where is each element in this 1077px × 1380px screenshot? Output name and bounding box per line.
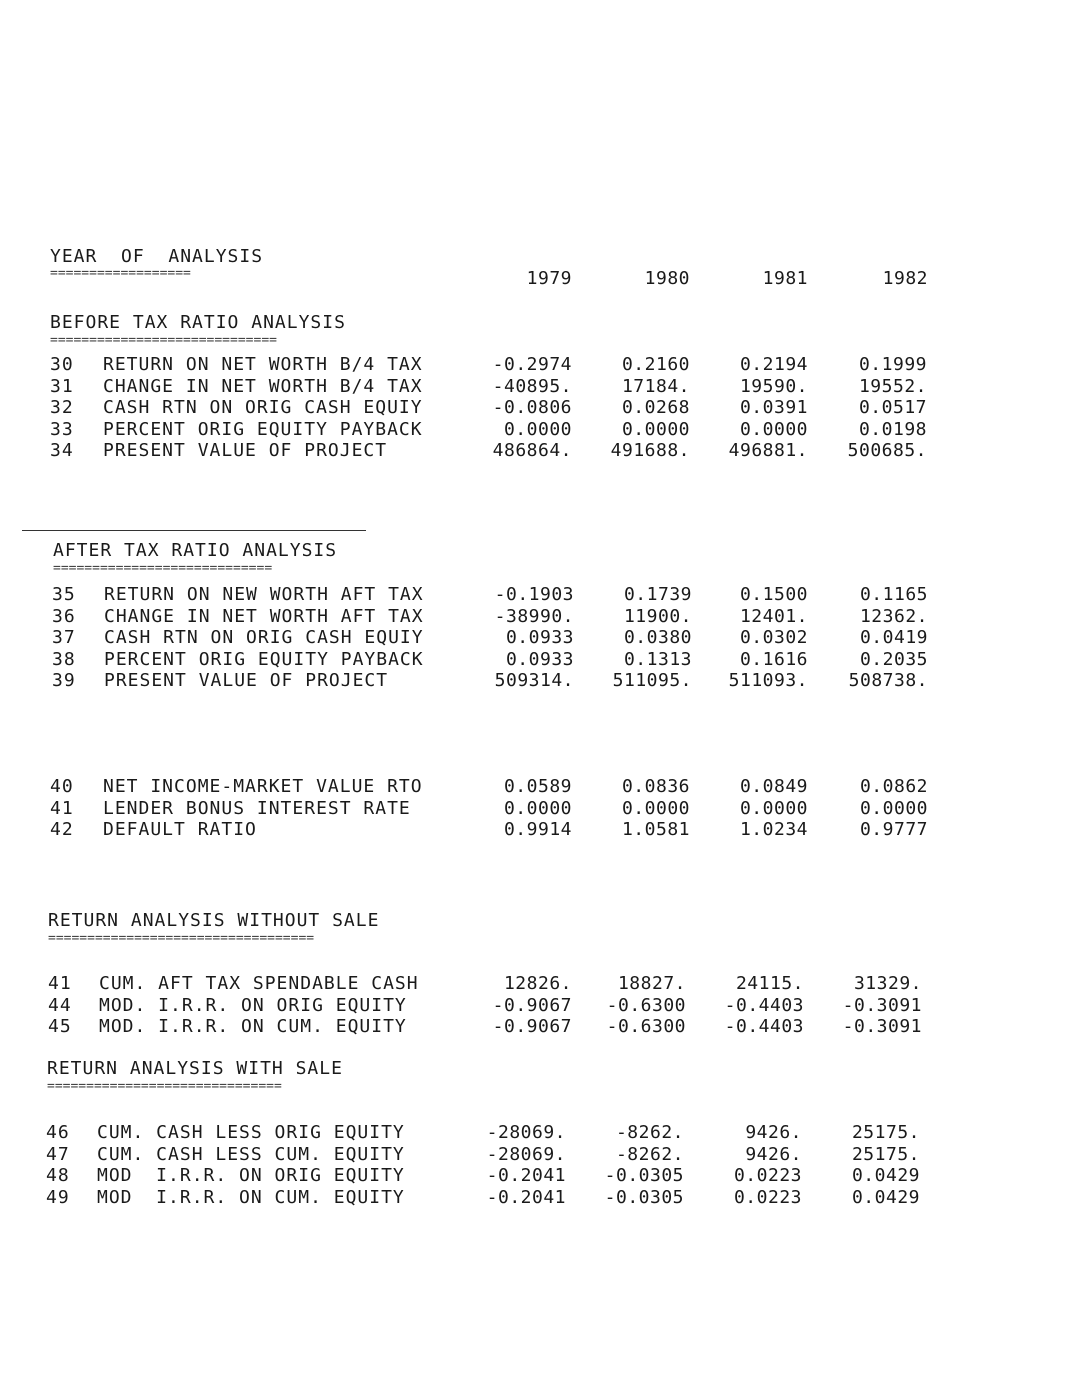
without-sale-heading: RETURN ANALYSIS WITHOUT SALE [48, 910, 380, 931]
value-cell-1982: 31329. [853, 973, 922, 994]
value-cell-1982: 0.0198 [858, 418, 927, 440]
value-cell-1979: 0.0933 [505, 627, 574, 648]
value-cell-1982: 0.1999 [858, 354, 927, 375]
value-cell-1981: 9426. [745, 1122, 802, 1143]
value-cell-1982: 19552. [858, 375, 927, 397]
value-cell-1979: -0.2041 [486, 1165, 566, 1186]
value-cell-1979: -0.0806 [492, 397, 572, 418]
row-label: PERCENT ORIG EQUITY PAYBACK [104, 648, 424, 670]
row-number: 30 [50, 354, 74, 375]
value-cell-1980: -0.6300 [606, 994, 686, 1016]
value-cell-1979: -0.2041 [486, 1186, 566, 1208]
value-cell-1981: 511093. [728, 670, 808, 691]
value-cell-1979: 486864. [492, 440, 572, 461]
value-cell-1982: 25175. [851, 1143, 920, 1165]
value-cell-1981: 0.0223 [733, 1186, 802, 1208]
section-rule [22, 530, 366, 531]
value-cell-1981: -0.4403 [724, 994, 804, 1016]
year-1981: 1981 [762, 268, 808, 289]
row-number: 36 [52, 605, 76, 627]
row-label: CHANGE IN NET WORTH B/4 TAX [103, 375, 423, 397]
value-cell-1979: 509314. [494, 670, 574, 691]
value-cell-1982: 500685. [847, 440, 927, 461]
value-cell-1981: 19590. [739, 375, 808, 397]
value-cell-1981: 0.1500 [739, 584, 808, 605]
row-number: 47 [46, 1143, 70, 1165]
row-label: CASH RTN ON ORIG CASH EQUIY [103, 397, 423, 418]
row-number: 48 [46, 1165, 70, 1186]
row-number: 37 [52, 627, 76, 648]
row-number: 45 [48, 1016, 72, 1037]
row-number: 35 [52, 584, 76, 605]
row-label: CASH RTN ON ORIG CASH EQUIY [104, 627, 424, 648]
value-cell-1981: 0.0000 [739, 418, 808, 440]
value-cell-1979: 0.0000 [503, 418, 572, 440]
value-cell-1982: 0.2035 [859, 648, 928, 670]
with-sale-heading: RETURN ANALYSIS WITH SALE [47, 1058, 343, 1079]
value-cell-1981: 0.0391 [739, 397, 808, 418]
row-number: 41 [50, 797, 74, 819]
value-cell-1980: -0.0305 [604, 1165, 684, 1186]
row-number: 49 [46, 1186, 70, 1208]
row-number: 46 [46, 1122, 70, 1143]
row-number: 34 [50, 440, 74, 461]
value-cell-1980: 0.1313 [623, 648, 692, 670]
row-number: 33 [50, 418, 74, 440]
year-1979: 1979 [526, 268, 572, 289]
value-cell-1980: -0.6300 [606, 1016, 686, 1037]
row-number: 32 [50, 397, 74, 418]
value-cell-1980: 0.2160 [621, 354, 690, 375]
value-cell-1981: 496881. [728, 440, 808, 461]
value-cell-1979: 12826. [503, 973, 572, 994]
year-1980: 1980 [644, 268, 690, 289]
value-cell-1981: 9426. [745, 1143, 802, 1165]
value-cell-1982: 0.0862 [859, 776, 928, 797]
after-tax-heading: AFTER TAX RATIO ANALYSIS [53, 540, 338, 561]
row-label: MOD. I.R.R. ON CUM. EQUITY [99, 1016, 407, 1037]
before-tax-heading: BEFORE TAX RATIO ANALYSIS [50, 312, 346, 333]
value-cell-1982: 0.0000 [859, 797, 928, 819]
value-cell-1980: 11900. [623, 605, 692, 627]
value-cell-1980: 0.0000 [621, 797, 690, 819]
row-label: NET INCOME-MARKET VALUE RTO [103, 776, 423, 797]
row-label: RETURN ON NEW WORTH AFT TAX [104, 584, 424, 605]
value-cell-1981: -0.4403 [724, 1016, 804, 1037]
value-cell-1982: 0.0517 [858, 397, 927, 418]
year-1982: 1982 [882, 268, 928, 289]
row-label: RETURN ON NET WORTH B/4 TAX [103, 354, 423, 375]
heading-underline: ================== [50, 266, 191, 281]
value-cell-1979: -0.9067 [492, 994, 572, 1016]
value-cell-1982: 12362. [859, 605, 928, 627]
value-cell-1980: 17184. [621, 375, 690, 397]
value-cell-1979: -0.1903 [494, 584, 574, 605]
value-cell-1980: 0.0268 [621, 397, 690, 418]
value-cell-1982: 25175. [851, 1122, 920, 1143]
value-cell-1982: 0.0429 [851, 1186, 920, 1208]
value-cell-1982: 0.0419 [859, 627, 928, 648]
value-cell-1981: 24115. [735, 973, 804, 994]
row-label: MOD I.R.R. ON ORIG EQUITY [97, 1165, 405, 1186]
row-number: 31 [50, 375, 74, 397]
before-tax-underline: ============================= [50, 333, 277, 348]
row-label: CUM. AFT TAX SPENDABLE CASH [99, 973, 419, 994]
row-label: PERCENT ORIG EQUITY PAYBACK [103, 418, 423, 440]
value-cell-1980: 0.1739 [623, 584, 692, 605]
value-cell-1981: 0.0000 [739, 797, 808, 819]
value-cell-1980: 0.0836 [621, 776, 690, 797]
row-label: PRESENT VALUE OF PROJECT [104, 670, 389, 691]
row-number: 40 [50, 776, 74, 797]
value-cell-1979: 0.0933 [505, 648, 574, 670]
value-cell-1982: 0.0429 [851, 1165, 920, 1186]
value-cell-1979: -28069. [486, 1122, 566, 1143]
value-cell-1982: -0.3091 [842, 994, 922, 1016]
value-cell-1979: -28069. [486, 1143, 566, 1165]
row-label: DEFAULT RATIO [103, 819, 257, 840]
value-cell-1979: -0.9067 [492, 1016, 572, 1037]
value-cell-1980: 491688. [610, 440, 690, 461]
value-cell-1981: 0.2194 [739, 354, 808, 375]
value-cell-1982: 0.9777 [859, 819, 928, 840]
row-label: CUM. CASH LESS ORIG EQUITY [97, 1122, 405, 1143]
value-cell-1982: 0.1165 [859, 584, 928, 605]
value-cell-1980: -0.0305 [604, 1186, 684, 1208]
after-tax-underline: ============================ [53, 561, 273, 576]
row-number: 38 [52, 648, 76, 670]
value-cell-1980: 511095. [612, 670, 692, 691]
value-cell-1979: -38990. [494, 605, 574, 627]
row-label: CHANGE IN NET WORTH AFT TAX [104, 605, 424, 627]
row-label: PRESENT VALUE OF PROJECT [103, 440, 388, 461]
value-cell-1980: 18827. [617, 973, 686, 994]
without-sale-underline: ================================== [48, 931, 315, 946]
row-label: LENDER BONUS INTEREST RATE [103, 797, 411, 819]
value-cell-1981: 0.0849 [739, 776, 808, 797]
row-number: 44 [48, 994, 72, 1016]
year-of-analysis-heading: YEAR OF ANALYSIS [50, 246, 264, 267]
value-cell-1979: 0.9914 [503, 819, 572, 840]
value-cell-1979: -40895. [492, 375, 572, 397]
value-cell-1980: 0.0000 [621, 418, 690, 440]
row-label: MOD. I.R.R. ON ORIG EQUITY [99, 994, 407, 1016]
value-cell-1981: 0.0223 [733, 1165, 802, 1186]
value-cell-1979: 0.0000 [503, 797, 572, 819]
value-cell-1979: -0.2974 [492, 354, 572, 375]
value-cell-1981: 12401. [739, 605, 808, 627]
with-sale-underline: ============================== [47, 1079, 282, 1094]
value-cell-1980: 0.0380 [623, 627, 692, 648]
value-cell-1981: 0.0302 [739, 627, 808, 648]
value-cell-1979: 0.0589 [503, 776, 572, 797]
value-cell-1980: 1.0581 [621, 819, 690, 840]
row-number: 41 [48, 973, 72, 994]
value-cell-1982: -0.3091 [842, 1016, 922, 1037]
value-cell-1980: -8262. [615, 1122, 684, 1143]
value-cell-1981: 0.1616 [739, 648, 808, 670]
value-cell-1980: -8262. [615, 1143, 684, 1165]
row-number: 39 [52, 670, 76, 691]
row-label: MOD I.R.R. ON CUM. EQUITY [97, 1186, 405, 1208]
row-label: CUM. CASH LESS CUM. EQUITY [97, 1143, 405, 1165]
value-cell-1981: 1.0234 [739, 819, 808, 840]
row-number: 42 [50, 819, 74, 840]
value-cell-1982: 508738. [848, 670, 928, 691]
